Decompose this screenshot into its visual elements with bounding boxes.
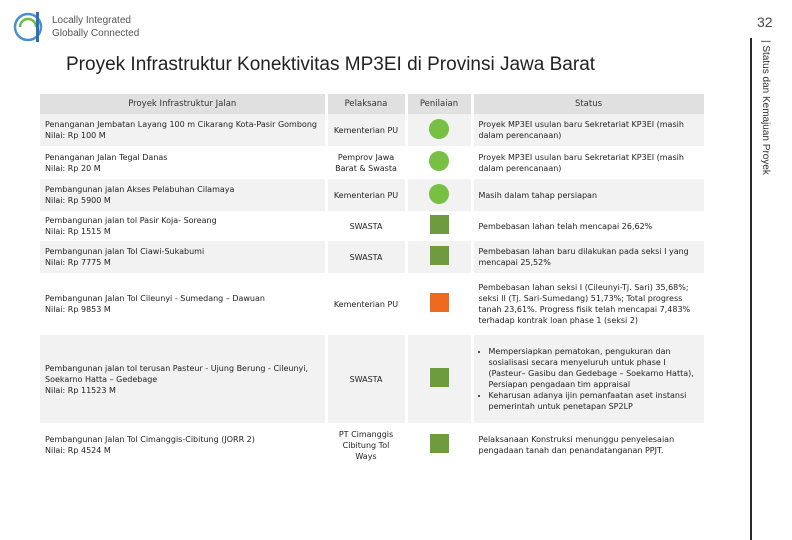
implementer-cell: Kementerian PU bbox=[326, 273, 406, 335]
implementer-cell: Kementerian PU bbox=[326, 114, 406, 146]
header-project: Proyek Infrastruktur Jalan bbox=[40, 94, 326, 114]
project-name: Penanganan Jembatan Layang 100 m Cikarang Kota-Pasir Gombong bbox=[45, 120, 317, 129]
project-value: Nilai: Rp 5900 M bbox=[45, 196, 111, 205]
table-row bbox=[40, 211, 705, 241]
rating-cell bbox=[406, 211, 472, 241]
project-cell bbox=[40, 241, 326, 273]
rating-cell bbox=[406, 241, 472, 273]
rating-cell bbox=[406, 335, 472, 423]
status-cell: Proyek MP3EI usulan baru Sekretariat KP3EI (masih dalam perencanaan) bbox=[472, 146, 705, 179]
project-value: Nilai: Rp 100 M bbox=[45, 131, 106, 140]
rating-cell bbox=[406, 273, 472, 335]
table-row bbox=[40, 241, 705, 273]
project-name: Pembangunan jalan tol Pasir Koja- Soreang bbox=[45, 216, 217, 225]
table-row bbox=[40, 179, 705, 211]
projects-table bbox=[40, 94, 707, 467]
project-cell bbox=[40, 273, 326, 335]
implementer-cell: SWASTA bbox=[326, 211, 406, 241]
project-name: Pembangunan Jalan Tol Cileunyi - Sumedang – Dawuan bbox=[45, 294, 265, 303]
list-item: • Keharusan adanya ijin pemanfaatan aset instansi pemerintah untuk penetapan SP2LP bbox=[489, 390, 699, 412]
implementer-cell: SWASTA bbox=[326, 241, 406, 273]
section-vertical-title: | Status dan Kemajuan Proyek bbox=[760, 40, 771, 175]
table-row bbox=[40, 146, 705, 179]
project-value: Nilai: Rp 20 M bbox=[45, 163, 101, 173]
logo-line-1: Locally Integrated bbox=[52, 15, 131, 26]
header-implementer: Pelaksana bbox=[326, 94, 406, 114]
rating-cell bbox=[406, 114, 472, 146]
project-value: Nilai: Rp 11523 M bbox=[45, 385, 116, 395]
status-cell: Pembebasan lahan telah mencapai 26,62% bbox=[472, 211, 705, 241]
rating-cell bbox=[406, 146, 472, 179]
olive-square-rating bbox=[430, 246, 449, 265]
project-value: Nilai: Rp 9853 M bbox=[45, 305, 111, 314]
status-cell: Masih dalam tahap persiapan bbox=[472, 179, 705, 211]
status-cell: Proyek MP3EI usulan baru Sekretariat KP3EI (masih dalam perencanaan) bbox=[472, 114, 705, 146]
green-circle-rating bbox=[429, 184, 449, 204]
project-name: Pembangunan Jalan Tol Cimanggis-Cibitung (JORR 2) bbox=[45, 435, 255, 444]
page-number: 32 bbox=[757, 14, 773, 30]
status-bullet-list bbox=[479, 346, 699, 412]
status-cell bbox=[472, 335, 705, 423]
project-value: Nilai: Rp 1515 M bbox=[45, 227, 111, 236]
project-name: Pembangunan jalan Tol Ciawi-Sukabumi bbox=[45, 247, 205, 256]
table-row bbox=[40, 273, 705, 335]
right-divider-bar bbox=[750, 38, 752, 540]
olive-square-rating bbox=[430, 434, 449, 453]
project-name: Pembangunan jalan tol terusan Pasteur - Ujung Berung - Cileunyi, Soekarno Hatta – Gedebage bbox=[45, 363, 309, 384]
table-row bbox=[40, 114, 705, 146]
project-cell bbox=[40, 211, 326, 241]
orange-square-rating bbox=[430, 293, 449, 312]
green-circle-rating bbox=[429, 151, 449, 171]
project-cell bbox=[40, 179, 326, 211]
status-cell: Pembebasan lahan seksi I (Cileunyi-Tj. Sari) 35,68%; seksi II (Tj. Sari-Sumedang) 51,73%; Total progress tanah 23,61%. Progress fisik telah mencapai 7,483% terhadap kontrak loan phase 1 (seksi 2) bbox=[472, 273, 705, 335]
rating-cell bbox=[406, 179, 472, 211]
project-name: Penanganan Jalan Tegal Danas bbox=[45, 152, 168, 162]
header-status: Status bbox=[472, 94, 705, 114]
project-cell bbox=[40, 423, 326, 467]
olive-square-rating bbox=[430, 368, 449, 387]
project-value: Nilai: Rp 7775 M bbox=[45, 258, 111, 267]
status-cell: Pembebasan lahan baru dilakukan pada seksi I yang mencapai 25,52% bbox=[472, 241, 705, 273]
table-header-row bbox=[40, 94, 705, 114]
logo-line-2: Globally Connected bbox=[52, 28, 140, 39]
implementer-cell: PT Cimanggis Cibitung Tol Ways bbox=[326, 423, 406, 467]
rating-cell bbox=[406, 423, 472, 467]
green-circle-rating bbox=[429, 119, 449, 139]
project-name: Pembangunan jalan Akses Pelabuhan Cilamaya bbox=[45, 185, 235, 194]
list-item: • Mempersiapkan pematokan, pengukuran dan sosialisasi secara menyeluruh untuk phase I (Pasteur– Gasibu dan Gedebage – Soekarno Hatta), Persiapan pengadaan tim appraisal bbox=[489, 346, 699, 390]
status-cell: Pelaksanaan Konstruksi menunggu penyelesaian pengadaan tanah dan penandatanganan PPJT. bbox=[472, 423, 705, 467]
project-cell bbox=[40, 335, 326, 423]
implementer-cell: Kementerian PU bbox=[326, 179, 406, 211]
table-row bbox=[40, 335, 705, 423]
project-cell bbox=[40, 146, 326, 179]
project-cell bbox=[40, 114, 326, 146]
implementer-cell: SWASTA bbox=[326, 335, 406, 423]
table-row bbox=[40, 423, 705, 467]
project-value: Nilai: Rp 4524 M bbox=[45, 446, 111, 455]
olive-square-rating bbox=[430, 215, 449, 234]
implementer-cell: Pemprov Jawa Barat & Swasta bbox=[326, 146, 406, 179]
logo-text bbox=[52, 14, 139, 40]
header-rating: Penilaian bbox=[406, 94, 472, 114]
page-title: Proyek Infrastruktur Konektivitas MP3EI di Provinsi Jawa Barat bbox=[66, 54, 596, 75]
